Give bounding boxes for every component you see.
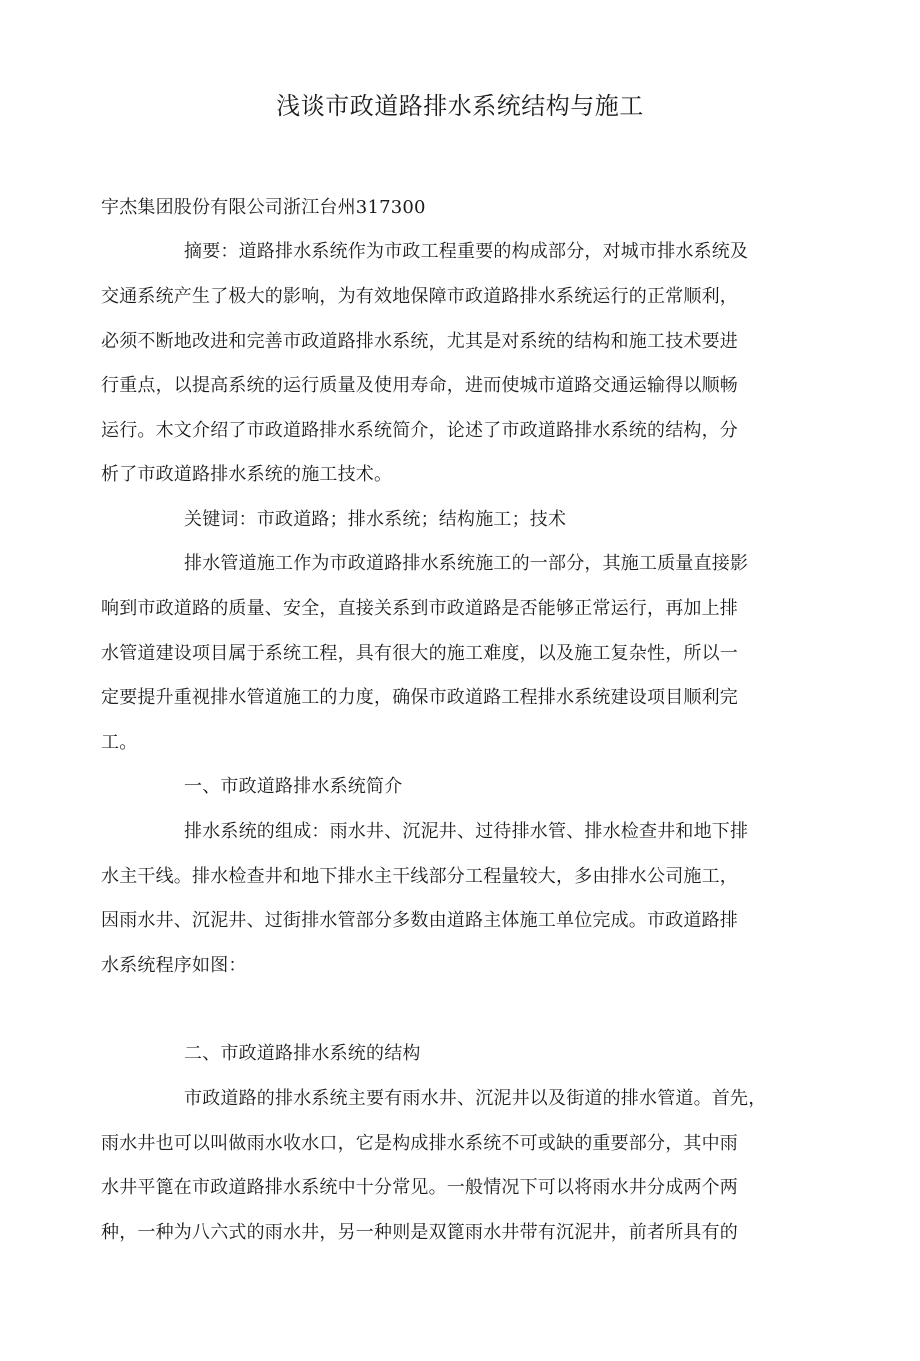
section-2-line: 水井平篦在市政道路排水系统中十分常见。一般情况下可以将雨水井分成两个两 — [101, 1177, 738, 1198]
affiliation: 宇杰集团股份有限公司浙江台州317300 — [101, 197, 426, 218]
abstract-line: 运行。木文介绍了市政道路排水系统简介，论述了市政道路排水系统的结构，分 — [101, 420, 738, 441]
section-1-line: 因雨水井、沉泥井、过街排水管部分多数由道路主体施工单位完成。市政道路排 — [101, 910, 738, 931]
abstract-line: 必须不断地改进和完善市政道路排水系统，尤其是对系统的结构和施工技术要进 — [101, 331, 738, 352]
intro-line: 排水管道施工作为市政道路排水系统施工的一部分，其施工质量直接影 — [184, 553, 749, 574]
section-2-line: 雨水井也可以叫做雨水收水口，它是构成排水系统不可或缺的重要部分，其中雨 — [101, 1133, 738, 1154]
intro-line: 响到市政道路的质量、安全，直接关系到市政道路是否能够正常运行，再加上排 — [101, 598, 738, 619]
document-title: 浅谈市政道路排水系统结构与施工 — [276, 92, 644, 120]
intro-line: 定要提升重视排水管道施工的力度，确保市政道路工程排水系统建设项目顺利完 — [101, 687, 738, 708]
intro-line: 水管道建设项目属于系统工程，具有很大的施工难度，以及施工复杂性，所以一 — [101, 643, 738, 664]
section-2-heading: 二、市政道路排水系统的结构 — [184, 1043, 421, 1064]
abstract-line: 析了市政道路排水系统的施工技术。 — [101, 464, 393, 485]
section-2-line: 市政道路的排水系统主要有雨水井、沉泥井以及街道的排水管道。首先， — [184, 1088, 767, 1109]
intro-line: 工。 — [101, 732, 138, 753]
section-1-line: 水系统程序如图： — [101, 955, 247, 976]
abstract-line: 摘要：道路排水系统作为市政工程重要的构成部分，对城市排水系统及 — [184, 241, 749, 262]
section-1-line: 水主干线。排水检查井和地下排水主干线部分工程量较大，多由排水公司施工， — [101, 866, 738, 887]
section-2-line: 种，一种为八六式的雨水井，另一种则是双篦雨水井带有沉泥井，前者所具有的 — [101, 1222, 738, 1243]
abstract-line: 行重点，以提高系统的运行质量及使用寿命，进而使城市道路交通运输得以顺畅 — [101, 375, 738, 396]
keywords: 关键词：市政道路；排水系统；结构施工；技术 — [184, 509, 567, 530]
section-1-line: 排水系统的组成：雨水井、沉泥井、过待排水管、排水检查井和地下排 — [184, 821, 749, 842]
section-1-heading: 一、市政道路排水系统简介 — [184, 776, 403, 797]
abstract-line: 交通系统产生了极大的影响，为有效地保障市政道路排水系统运行的正常顺利， — [101, 286, 738, 307]
